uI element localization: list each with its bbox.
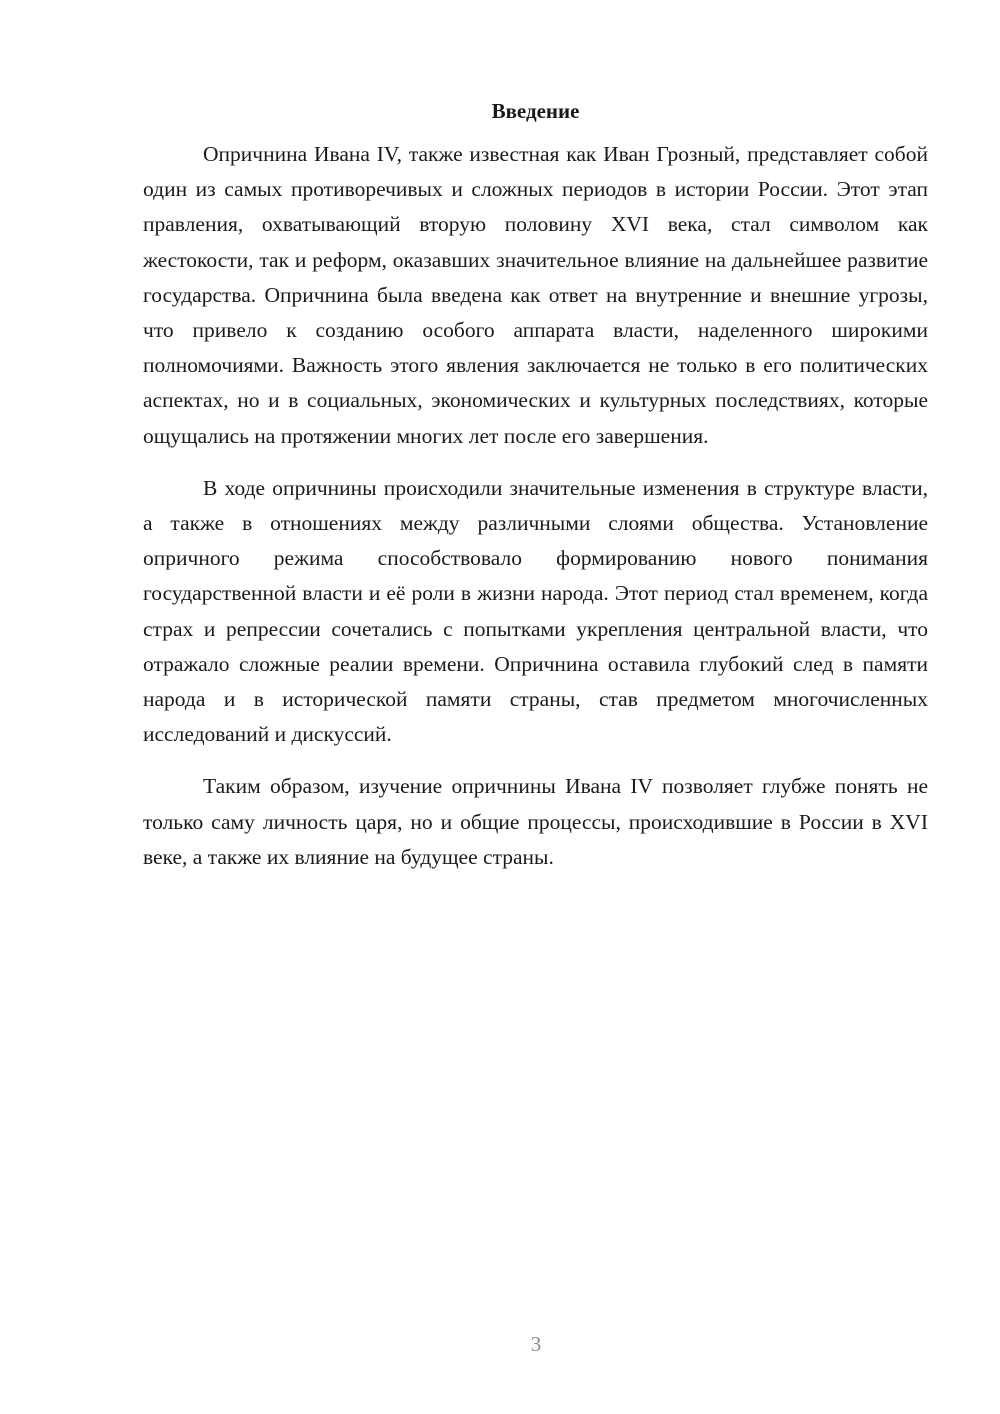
page-title: Введение <box>491 99 580 123</box>
paragraph-1: Опричнина Ивана IV, также известная как Иван Грозный, представляет собой один из самых противоречивых и сложных периодов в истории России. Этот этап правления, охватывающий вторую половину XVI века, стал символом как жестокости, так и реформ, оказавших значительное влияние на дальнейшее развитие государства. Опричнина была введена как ответ на внутренние и внешние угрозы, что привело к созданию особого аппарата власти, наделенного широкими полномочиями. Важность этого явления заключается не только в его политических аспектах, но и в социальных, экономических и культурных последствиях, которые ощущались на протяжении многих лет после его завершения. <box>143 142 928 448</box>
paragraph-3: Таким образом, изучение опричнины Ивана IV позволяет глубже понять не только саму личность царя, но и общие процессы, происходившие в России в XVI веке, а также их влияние на будущее страны. <box>143 774 928 869</box>
page-number: 3 <box>530 1332 542 1356</box>
paragraph-2: В ходе опричнины происходили значительные изменения в структуре власти, а также в отношениях между различными слоями общества. Установление опричного режима способствовало формированию нового понимания государственной власти и её роли в жизни народа. Этот период стал временем, когда страх и репрессии сочетались с попытками укрепления центральной власти, что отражало сложные реалии времени. Опричнина оставила глубокий след в памяти народа и в исторической памяти страны, став предметом многочисленных исследований и дискуссий. <box>143 475 928 747</box>
page-content <box>143 95 928 892</box>
